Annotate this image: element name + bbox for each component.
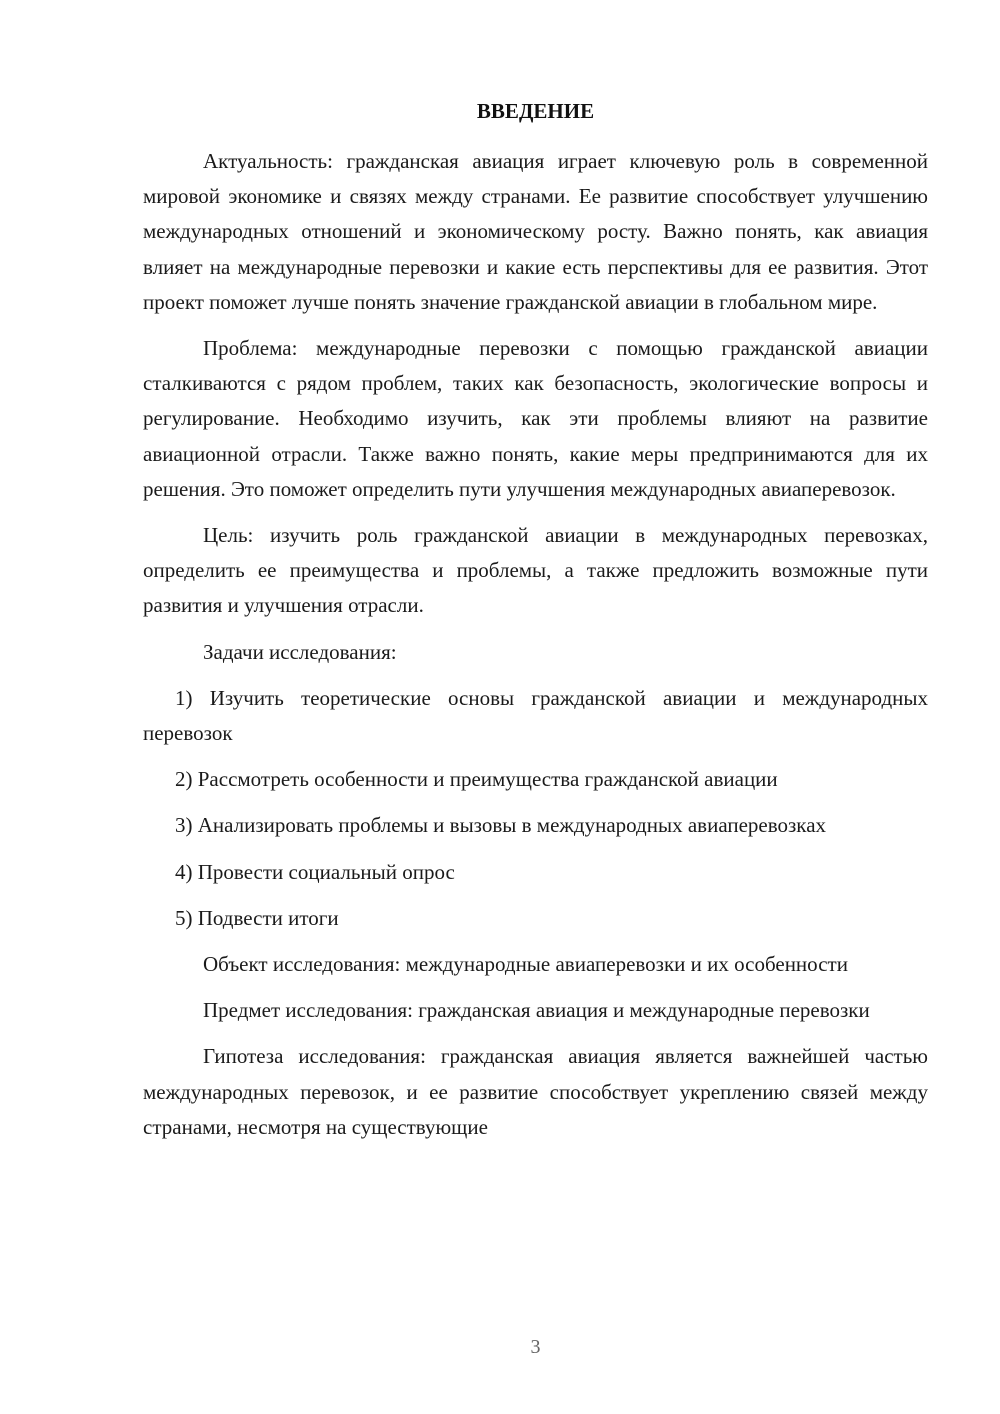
paragraph-object: Объект исследования: международные авиаперевозки и их особенности <box>203 952 848 977</box>
task-item-4: 4) Провести социальный опрос <box>175 859 455 884</box>
paragraph-problem: Проблема: международные перевозки с помощью гражданской авиации сталкиваются с рядом проблем, таких как безопасность, экологические вопросы и регулирование. Необходимо изучить, как эти проблемы влияют на развитие авиационной отрасли. Также важно понять, какие меры предпринимаются для их решения. Это поможет определить пути улучшения международных авиаперевозок. <box>143 336 928 501</box>
task-item-3: 3) Анализировать проблемы и вызовы в международных авиаперевозках <box>175 813 827 838</box>
task-item-2: 2) Рассмотреть особенности и преимущества гражданской авиации <box>175 767 778 792</box>
paragraph-relevance: Актуальность: гражданская авиация играет ключевую роль в современной мировой экономике и связях между странами. Ее развитие способствует улучшению международных отношений и экономическому росту. Важно понять, как авиация влияет на международные перевозки и какие есть перспективы для ее развития. Этот проект поможет лучше понять значение гражданской авиации в глобальном мире. <box>143 149 928 314</box>
paragraph-subject: Предмет исследования: гражданская авиация и международные перевозки <box>203 998 870 1023</box>
section-title: ВВЕДЕНИЕ <box>476 99 595 123</box>
tasks-heading: Задачи исследования: <box>203 639 397 664</box>
paragraph-hypothesis: Гипотеза исследования: гражданская авиация является важнейшей частью международных перевозок, и ее развитие способствует укреплению связей между странами, несмотря на существующие <box>143 1044 928 1139</box>
document-page <box>143 0 928 1414</box>
task-item-1: 1) Изучить теоретические основы гражданской авиации и международных перевозок <box>143 685 928 746</box>
document-body <box>143 144 928 1156</box>
task-item-5: 5) Подвести итоги <box>175 905 339 930</box>
paragraph-goal: Цель: изучить роль гражданской авиации в международных перевозках, определить ее преимущества и проблемы, а также предложить возможные пути развития и улучшения отрасли. <box>143 523 928 618</box>
page-number: 3 <box>530 1336 541 1358</box>
